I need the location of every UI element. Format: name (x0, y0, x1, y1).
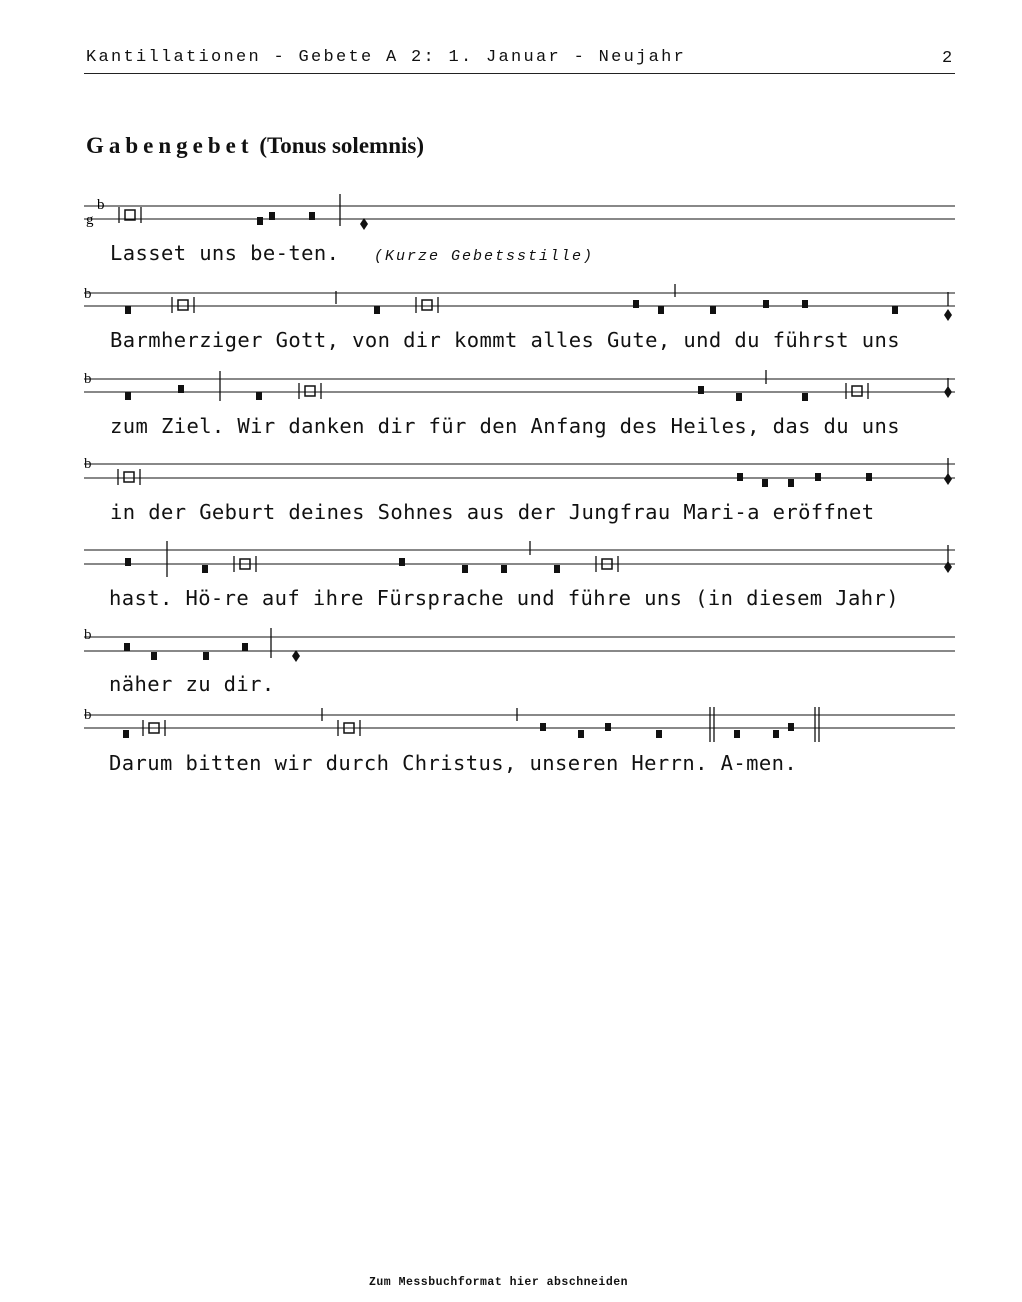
note-punctum (773, 730, 779, 738)
note-punctum (892, 306, 898, 314)
lyric-line-5: hast. Hö-re auf ihre Fürsprache und führe uns (in diesem Jahr) (109, 586, 900, 610)
note-punctum (866, 473, 872, 481)
note-punctum (309, 212, 315, 220)
final-note (944, 386, 952, 398)
note-punctum (802, 300, 808, 308)
note-punctum (202, 565, 208, 573)
note-punctum (256, 392, 262, 400)
note-punctum (125, 558, 131, 566)
rubric-pause: (Kurze Gebetsstille) (374, 248, 595, 265)
note-punctum (633, 300, 639, 308)
note-punctum (554, 565, 560, 573)
lyric-line-2: Barmherziger Gott, von dir kommt alles Gute, und du führst uns (110, 328, 901, 352)
note-punctum (374, 306, 380, 314)
flat-sign: b (84, 707, 92, 723)
final-note (360, 218, 368, 230)
footer-cut-note: Zum Messbuchformat hier abschneiden (369, 1276, 629, 1289)
section-title-subtitle: (Tonus solemnis) (259, 133, 424, 158)
note-punctum (656, 730, 662, 738)
flat-sign: b (84, 627, 92, 643)
recitation-note (305, 386, 315, 396)
note-punctum (501, 565, 507, 573)
note-punctum (242, 643, 248, 651)
note-punctum (269, 212, 275, 220)
note-punctum (658, 306, 664, 314)
note-punctum (710, 306, 716, 314)
flat-sign: b (84, 371, 92, 387)
flat-sign: b (84, 286, 92, 302)
note-punctum (399, 558, 405, 566)
note-punctum (788, 723, 794, 731)
note-punctum (762, 479, 768, 487)
note-punctum (125, 392, 131, 400)
note-punctum (151, 652, 157, 660)
note-punctum (257, 217, 263, 225)
lyric-line-4: in der Geburt deines Sohnes aus der Jungfrau Mari-a eröffnet (110, 500, 875, 524)
note-punctum (124, 643, 130, 651)
recitation-note (124, 472, 134, 482)
final-note (944, 309, 952, 321)
note-punctum (578, 730, 584, 738)
note-punctum (462, 565, 468, 573)
section-title-main: Gabengebet (86, 133, 254, 158)
running-header-title: Kantillationen - Gebete A 2: 1. Januar - Neujahr (86, 48, 687, 67)
note-punctum (737, 473, 743, 481)
note-punctum (736, 393, 742, 401)
note-punctum (605, 723, 611, 731)
lyric-line-3: zum Ziel. Wir danken dir für den Anfang des Heiles, das du uns (110, 414, 901, 438)
flat-sign: b (97, 197, 105, 213)
note-punctum (203, 652, 209, 660)
final-note (944, 473, 952, 485)
recitation-note (852, 386, 862, 396)
note-punctum (540, 723, 546, 731)
final-note (944, 561, 952, 573)
lyric-line-1: Lasset uns be-ten. (110, 241, 340, 265)
lyric-line-7: Darum bitten wir durch Christus, unseren Herrn. A-men. (109, 751, 798, 775)
recitation-note (422, 300, 432, 310)
g-clef-letter: g (86, 212, 94, 228)
note-punctum (123, 730, 129, 738)
recitation-note (178, 300, 188, 310)
note-punctum (178, 385, 184, 393)
note-punctum (815, 473, 821, 481)
final-note (292, 650, 300, 662)
note-punctum (788, 479, 794, 487)
note-punctum (802, 393, 808, 401)
note-punctum (125, 306, 131, 314)
note-punctum (698, 386, 704, 394)
lyric-line-6: näher zu dir. (109, 672, 275, 696)
flat-sign: b (84, 456, 92, 472)
page-number: 2 (942, 49, 953, 68)
note-punctum (763, 300, 769, 308)
note-punctum (734, 730, 740, 738)
